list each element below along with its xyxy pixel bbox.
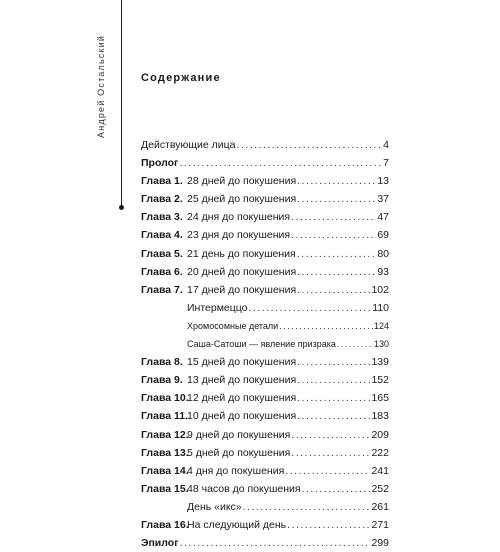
toc-leader-dots (291, 444, 370, 462)
toc-entry-chapter-9 (141, 371, 389, 389)
toc-leader-dots (297, 245, 377, 263)
toc-entry-label: Глава 12. (141, 428, 189, 441)
toc-entry-title: День «икс» (187, 500, 242, 513)
toc-entry-label: Глава 6. (141, 265, 183, 278)
toc-leader-dots (297, 172, 376, 190)
toc-leader-dots (180, 534, 371, 552)
toc-entry-title: 25 дней до покушения (187, 193, 297, 206)
toc-entry-title: Интермеццо (187, 301, 248, 314)
toc-entry-page: 69 (377, 229, 389, 242)
toc-entry-label: Глава 5. (141, 247, 183, 260)
toc-entry-title: 28 дней до покушения (187, 175, 297, 188)
toc-entry-chapter-2 (141, 190, 389, 208)
toc-entry-chapter-14 (141, 462, 389, 480)
toc-entry-page: 152 (371, 374, 389, 387)
toc-entry-page: 261 (371, 500, 389, 513)
toc-leader-dots (297, 263, 376, 281)
toc-entry-sasha-satoshi (141, 335, 389, 353)
toc-entry-page: 183 (371, 410, 389, 423)
toc-entry-page: 209 (371, 428, 389, 441)
toc-entry-title: Эпилог (141, 537, 179, 550)
toc-entry-page: 7 (383, 157, 389, 170)
toc-entry-page: 130 (373, 339, 389, 350)
toc-entry-chapter-6 (141, 263, 389, 281)
toc-leader-dots (297, 407, 370, 425)
toc-leader-dots (287, 516, 370, 534)
toc-entry-title: 12 дней до покушения (187, 392, 297, 405)
toc-leader-dots (179, 154, 382, 172)
toc-entry-page: 252 (371, 482, 389, 495)
toc-leader-dots (291, 426, 370, 444)
toc-leader-dots (236, 136, 382, 154)
toc-leader-dots (249, 299, 372, 317)
toc-entry-chapter-10 (141, 389, 389, 407)
toc-entry-title: 20 дней до покушения (187, 265, 297, 278)
toc-leader-dots (297, 190, 376, 208)
toc-entry-label: Глава 10. (141, 392, 189, 405)
toc-entry-label: Глава 4. (141, 229, 183, 242)
toc-entry-title: Действующие лица (141, 139, 236, 151)
toc-entry-chapter-3 (141, 208, 389, 226)
toc-entry-title: 17 дней до покушения (187, 283, 297, 296)
toc-entry-chapter-16 (141, 516, 389, 534)
toc-entry-title: 5 дней до покушения (187, 446, 291, 459)
toc-entry-page: 80 (377, 247, 389, 260)
toc-entry-page: 93 (377, 265, 389, 278)
toc-entry-intermezzo (141, 299, 389, 317)
toc-leader-dots (291, 208, 376, 226)
toc-leader-dots (285, 462, 370, 480)
toc-entry-title: 48 часов до покушения (187, 482, 301, 495)
toc-entry-label: Глава 1. (141, 175, 183, 188)
toc-entry-title: 10 дней до покушения (187, 410, 297, 423)
page-title: Содержание (141, 72, 221, 84)
toc-entry-page: 165 (371, 392, 389, 405)
toc-entry-chapter-7 (141, 281, 389, 299)
toc-leader-dots (291, 226, 376, 244)
toc-entry-label: Глава 14. (141, 464, 189, 477)
toc-entry-chapter-12 (141, 426, 389, 444)
toc-leader-dots (297, 281, 370, 299)
toc-entry-page: 124 (373, 320, 389, 331)
spine-line (121, 0, 122, 208)
toc-entry-chapter-13 (141, 444, 389, 462)
toc-entry-chromosome-details (141, 317, 389, 335)
toc-entry-title: 24 дня до покушения (187, 211, 291, 224)
toc-entry-epilogue (141, 534, 389, 552)
toc-entry-title: 15 дней до покушения (187, 356, 297, 369)
toc-leader-dots (297, 353, 370, 371)
toc-entry-title: 9 дней до покушения (187, 428, 291, 441)
toc-entry-label: Глава 11. (141, 410, 189, 423)
spine-dot (119, 205, 124, 210)
toc-entry-chapter-11 (141, 407, 389, 425)
toc-entry-title: На следующий день (187, 518, 287, 531)
toc-entry-title: 13 дней до покушения (187, 374, 297, 387)
toc-leader-dots (302, 480, 371, 498)
toc-entry-page: 13 (377, 175, 389, 188)
toc-entry-day-x (141, 498, 389, 516)
toc-entry-title: Саша-Сатоши — явление призрака (187, 339, 336, 350)
toc-leader-dots (337, 335, 373, 353)
toc-entry-page: 102 (371, 283, 389, 296)
toc-entry-label: Глава 7. (141, 283, 183, 296)
toc-entry-chapter-15 (141, 480, 389, 498)
toc-entry-page: 4 (383, 139, 389, 151)
toc-entry-page: 139 (371, 356, 389, 369)
toc-entry-title: Хромосомные детали (187, 320, 279, 331)
toc-entry-label: Глава 3. (141, 211, 183, 224)
toc-entry-title: 23 дня до покушения (187, 229, 291, 242)
toc-leader-dots (297, 371, 370, 389)
toc-entry-chapter-8 (141, 353, 389, 371)
toc-entry-label: Глава 15. (141, 482, 189, 495)
toc-leader-dots (279, 317, 373, 335)
toc-entry-cast (141, 136, 389, 154)
toc-entry-chapter-1 (141, 172, 389, 190)
table-of-contents (141, 136, 389, 552)
toc-entry-page: 47 (377, 211, 389, 224)
toc-entry-label: Глава 16. (141, 518, 189, 531)
toc-entry-label: Глава 2. (141, 193, 183, 206)
toc-entry-title: Пролог (141, 157, 179, 170)
toc-entry-label: Глава 9. (141, 374, 183, 387)
toc-entry-prologue (141, 154, 389, 172)
toc-entry-page: 37 (377, 193, 389, 206)
toc-entry-title: 4 дня до покушения (187, 464, 285, 477)
toc-entry-page: 222 (371, 446, 389, 459)
toc-entry-chapter-5 (141, 245, 389, 263)
toc-entry-page: 299 (371, 537, 389, 550)
toc-entry-title: 21 день до покушения (187, 247, 296, 260)
toc-entry-page: 271 (371, 518, 389, 531)
toc-leader-dots (243, 498, 371, 516)
toc-entry-chapter-4 (141, 226, 389, 244)
toc-leader-dots (297, 389, 370, 407)
toc-entry-page: 110 (372, 301, 389, 314)
toc-entry-label: Глава 13. (141, 446, 189, 459)
toc-entry-page: 241 (371, 464, 389, 477)
author-name: Андрей Остальский (96, 34, 106, 138)
toc-entry-label: Глава 8. (141, 356, 183, 369)
